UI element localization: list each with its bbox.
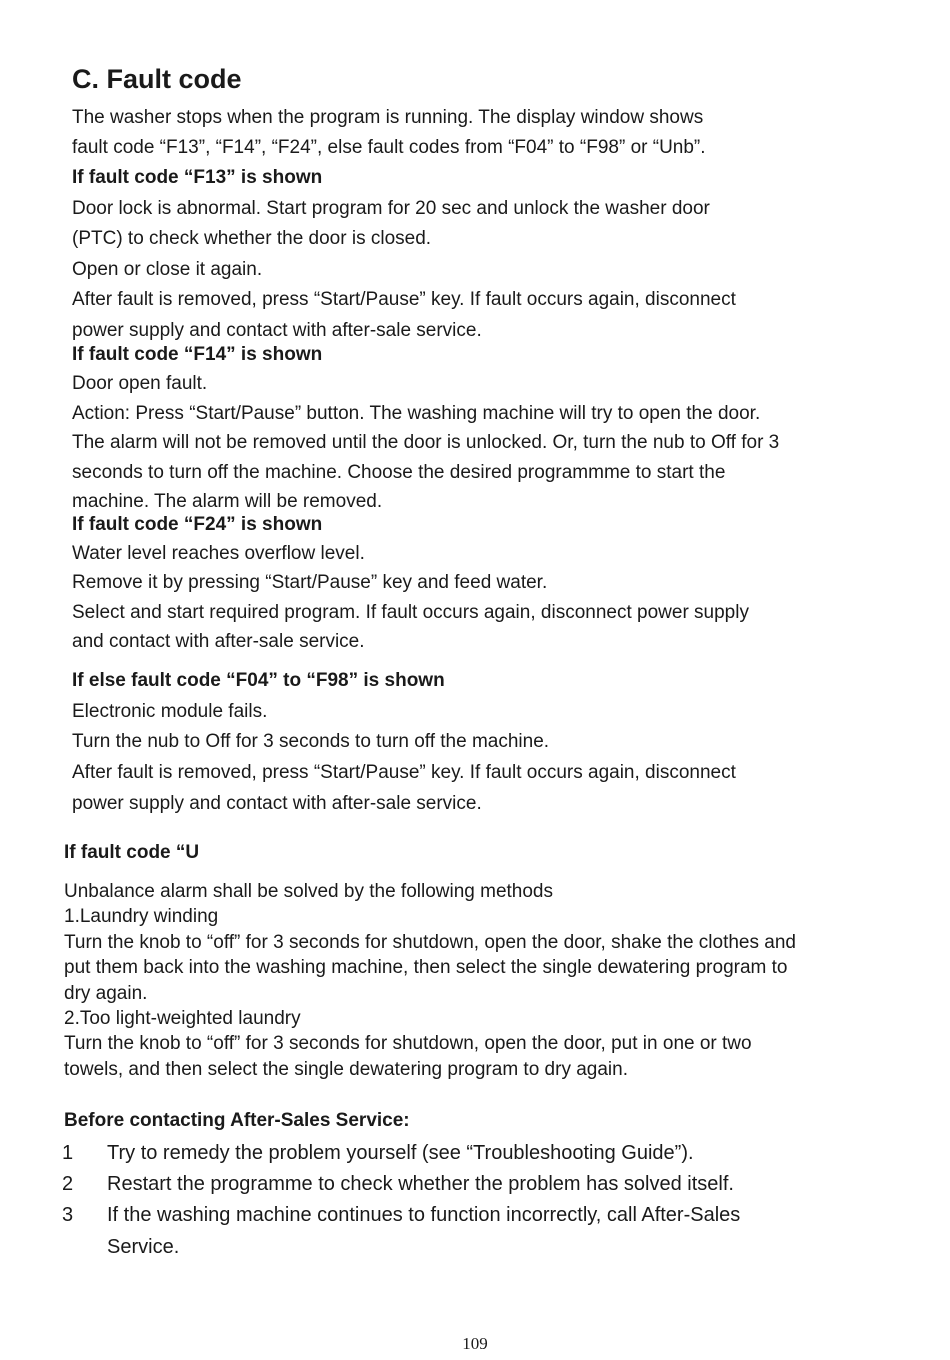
f13-line: Open or close it again. — [72, 259, 263, 280]
step-text: Restart the programme to check whether the problem has solved itself. — [107, 1173, 734, 1195]
f24-line: Select and start required program. If fault occurs again, disconnect power supply — [72, 602, 749, 623]
f24-line: Remove it by pressing “Start/Pause” key and feed water. — [72, 572, 548, 593]
f04-f98-heading: If else fault code “F04” to “F98” is shown — [72, 670, 445, 691]
step-text: If the washing machine continues to function incorrectly, call After-Sales — [107, 1204, 741, 1226]
f14-line: machine. The alarm will be removed. — [72, 491, 383, 512]
f13-heading: If fault code “F13” is shown — [72, 167, 323, 188]
f13-line: power supply and contact with after-sale service. — [72, 320, 482, 341]
f04-f98-line: After fault is removed, press “Start/Pause” key. If fault occurs again, disconnect — [72, 762, 736, 783]
unb-line: put them back into the washing machine, then select the single dewatering program to — [64, 957, 788, 978]
page-title: C. Fault code — [72, 64, 242, 94]
f14-heading: If fault code “F14” is shown — [72, 344, 323, 365]
unb-heading: If fault code “U — [64, 842, 200, 863]
unb-line: Turn the knob to “off” for 3 seconds for shutdown, open the door, shake the clothes and — [64, 932, 796, 953]
f13-line: Door lock is abnormal. Start program for 20 sec and unlock the washer door — [72, 198, 710, 219]
page-number: 109 — [462, 1334, 488, 1353]
step-number: 2 — [62, 1173, 74, 1195]
f14-line: seconds to turn off the machine. Choose the desired programmme to start the — [72, 462, 726, 483]
f24-heading: If fault code “F24” is shown — [72, 514, 323, 535]
f24-line: and contact with after-sale service. — [72, 631, 365, 652]
f04-f98-line: power supply and contact with after-sale service. — [72, 793, 482, 814]
step-text: Try to remedy the problem yourself (see “Troubleshooting Guide”). — [107, 1142, 694, 1164]
f14-line: Action: Press “Start/Pause” button. The washing machine will try to open the door. — [72, 403, 761, 424]
step-number: 3 — [62, 1204, 74, 1226]
f14-line: Door open fault. — [72, 373, 208, 394]
f04-f98-line: Electronic module fails. — [72, 701, 268, 722]
unb-line: Turn the knob to “off” for 3 seconds for shutdown, open the door, put in one or two — [64, 1033, 752, 1054]
unb-line: 1.Laundry winding — [64, 906, 219, 927]
f13-line: (PTC) to check whether the door is closed. — [72, 228, 432, 249]
f04-f98-line: Turn the nub to Off for 3 seconds to turn off the machine. — [72, 731, 550, 752]
unb-line: Unbalance alarm shall be solved by the following methods — [64, 881, 553, 902]
f14-line: The alarm will not be removed until the door is unlocked. Or, turn the nub to Off for 3 — [72, 432, 780, 453]
f13-line: After fault is removed, press “Start/Pause” key. If fault occurs again, disconnect — [72, 289, 736, 310]
unb-line: 2.Too light-weighted laundry — [64, 1008, 301, 1029]
intro-line: The washer stops when the program is running. The display window shows — [72, 107, 704, 128]
unb-line: dry again. — [64, 983, 148, 1004]
f24-line: Water level reaches overflow level. — [72, 543, 365, 564]
before-service-heading: Before contacting After-Sales Service: — [64, 1110, 410, 1131]
step-text: Service. — [107, 1236, 180, 1258]
unb-line: towels, and then select the single dewatering program to dry again. — [64, 1059, 628, 1080]
step-number: 1 — [62, 1142, 74, 1164]
intro-line: fault code “F13”, “F14”, “F24”, else fault codes from “F04” to “F98” or “Unb”. — [72, 137, 706, 158]
